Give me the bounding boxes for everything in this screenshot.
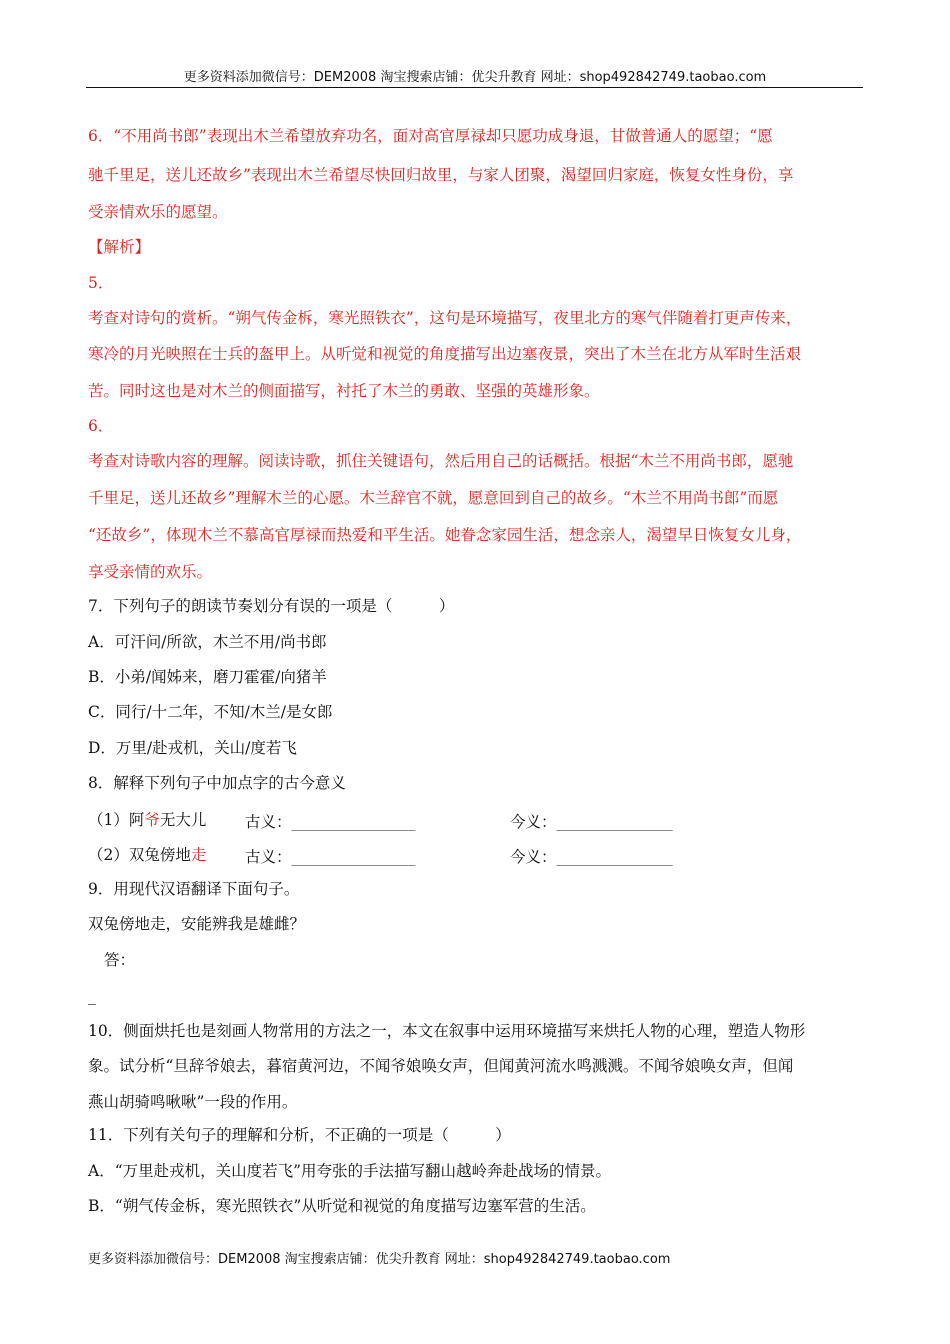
row-2-prefix: （2）双兔傍地: [88, 846, 191, 864]
question-8-stem: 8．解释下列句子中加点字的古今意义: [88, 774, 346, 792]
row-2-gu-field[interactable]: [245, 845, 416, 867]
header-divider: [86, 87, 863, 88]
analysis-5-line-1: 考查对诗句的赏析。“朔气传金柝，寒光照铁衣”，这句是环境描写，夜里北方的寒气伴随着打更声传来，: [88, 309, 802, 327]
row-1-jin-field[interactable]: [510, 810, 673, 832]
analysis-heading: 【解析】: [88, 238, 151, 256]
gu-blank[interactable]: ________________: [291, 848, 416, 866]
question-11-stem: 11．下列有关句子的理解和分析，不正确的一项是（ ）: [88, 1126, 511, 1144]
question-9-answer-label: 答：: [104, 951, 136, 969]
question-10-line-1: 10．侧面烘托也是刻画人物常用的方法之一，本文在叙事中运用环境描写来烘托人物的心理，塑造人物形: [88, 1022, 806, 1040]
analysis-6-number: 6．: [88, 417, 114, 435]
jin-blank[interactable]: _______________: [556, 848, 673, 866]
jin-blank[interactable]: _______________: [556, 813, 673, 831]
question-8-row-2: [88, 845, 206, 865]
analysis-5-line-3: 苦。同时这也是对木兰的侧面描写，衬托了木兰的勇敢、坚强的英雄形象。: [88, 382, 600, 400]
question-7-option-a: A．可汗问/所欲，木兰不用/尚书郎: [88, 633, 327, 651]
gu-blank[interactable]: ________________: [291, 813, 416, 831]
analysis-6-line-2: 千里足，送儿还故乡”理解木兰的心愿。木兰辞官不就，愿意回到自己的故乡。“木兰不用尚书郎”而愿: [88, 489, 779, 507]
answer-6-line-2: 驰千里足，送儿还故乡”表现出木兰希望尽快回归故里，与家人团聚，渴望回归家庭，恢复女性身份，享: [88, 166, 794, 184]
row-1-prefix: （1）阿: [88, 811, 145, 829]
question-7-stem: 7．下列句子的朗读节奏划分有误的一项是（ ）: [88, 597, 455, 615]
question-10-line-3: 燕山胡骑鸣啾啾”一段的作用。: [88, 1093, 298, 1111]
question-8-row-1: [88, 810, 206, 830]
row-1-dotted-char: 爷: [144, 811, 160, 829]
analysis-5-line-2: 寒冷的月光映照在士兵的盔甲上。从听觉和视觉的角度描写出边塞夜景，突出了木兰在北方从军时生活艰: [88, 345, 802, 363]
row-1-gu-field[interactable]: [245, 810, 416, 832]
question-7-option-b: B．小弟/闻姊来，磨刀霍霍/向猪羊: [88, 668, 327, 686]
question-9-answer-line[interactable]: _: [88, 987, 96, 1005]
page-footer: 更多资料添加微信号：DEM2008 淘宝搜索店铺：优尖升教育 网址：shop492842749.taobao.com: [88, 1252, 671, 1267]
question-11-option-a: A．“万里赴戎机，关山度若飞”用夸张的手法描写翻山越岭奔赴战场的情景。: [88, 1162, 612, 1180]
gu-label: 古义：: [245, 848, 292, 866]
analysis-6-line-4: 享受亲情的欢乐。: [88, 563, 213, 581]
analysis-5-number: 5．: [88, 274, 114, 292]
analysis-6-line-1: 考查对诗歌内容的理解。阅读诗歌，抓住关键语句，然后用自己的话概括。根据“木兰不用尚书郎，愿驰: [88, 452, 794, 470]
answer-6-line-1: 6．“不用尚书郎”表现出木兰希望放弃功名，面对高官厚禄却只愿功成身退，甘做普通人的愿望；“愿: [88, 127, 773, 145]
row-1-suffix: 无大儿: [159, 811, 207, 829]
gu-label: 古义：: [245, 813, 292, 831]
question-9-sentence: 双兔傍地走，安能辨我是雄雌？: [88, 915, 306, 933]
jin-label: 今义：: [510, 848, 557, 866]
question-7-option-d: D．万里/赴戎机，关山/度若飞: [88, 739, 297, 757]
analysis-6-line-3: “还故乡”，体现木兰不慕高官厚禄而热爱和平生活。她眷念家园生活，想念亲人，渴望早日恢复女儿身，: [88, 526, 802, 544]
question-11-option-b: B．“朔气传金柝，寒光照铁衣”从听觉和视觉的角度描写边塞军营的生活。: [88, 1197, 596, 1215]
row-2-jin-field[interactable]: [510, 845, 673, 867]
page-header: 更多资料添加微信号：DEM2008 淘宝搜索店铺：优尖升教育 网址：shop492842749.taobao.com: [183, 70, 767, 85]
jin-label: 今义：: [510, 813, 557, 831]
row-2-dotted-char: 走: [190, 846, 207, 864]
question-10-line-2: 象。试分析“旦辞爷娘去，暮宿黄河边，不闻爷娘唤女声，但闻黄河流水鸣溅溅。不闻爷娘唤女声，但闻: [88, 1057, 794, 1075]
answer-6-line-3: 受亲情欢乐的愿望。: [88, 203, 228, 221]
question-9-stem: 9．用现代汉语翻译下面句子。: [88, 880, 300, 898]
question-7-option-c: C．同行/十二年，不知/木兰/是女郎: [88, 703, 333, 721]
